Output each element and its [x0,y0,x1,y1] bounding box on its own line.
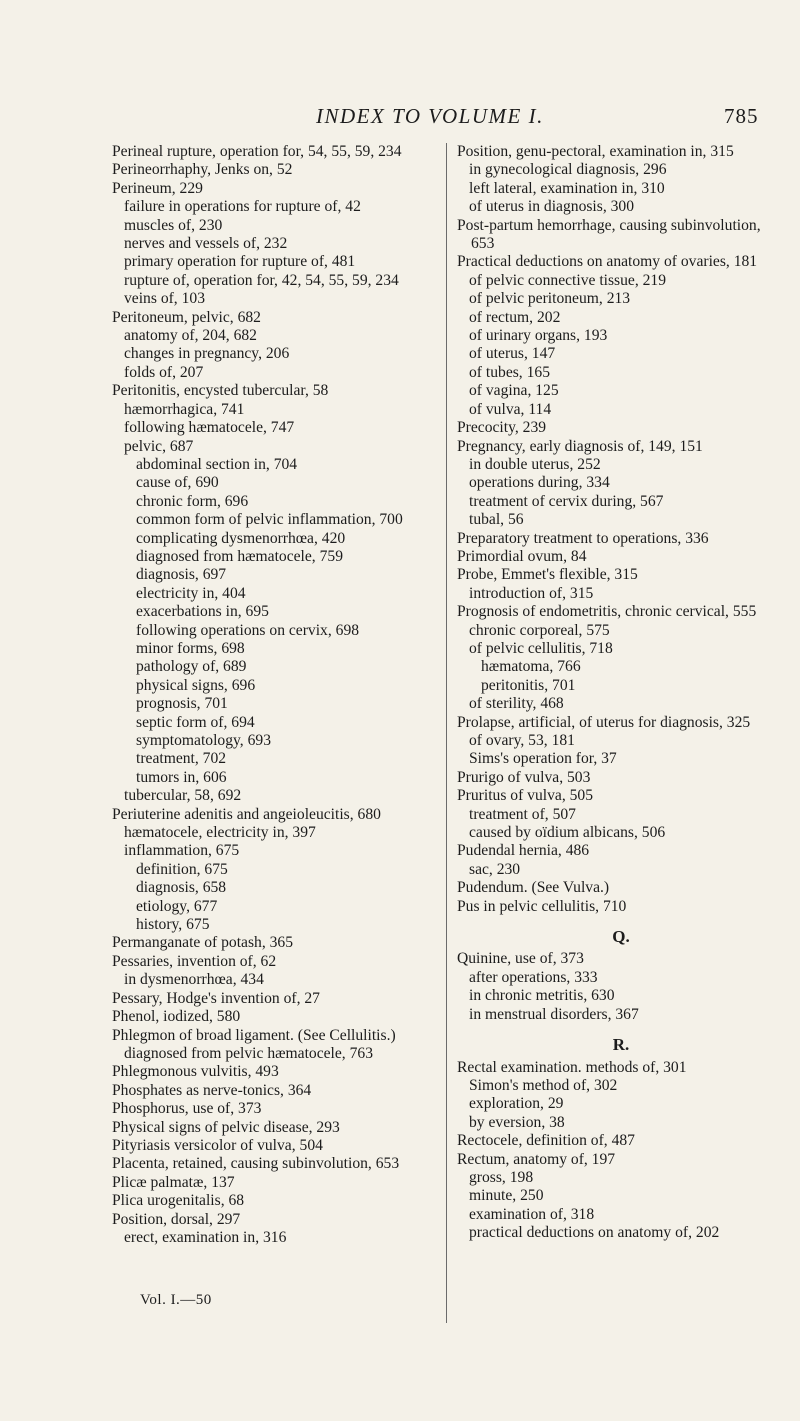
index-subentry: following operations on cervix, 698 [136,621,360,639]
index-entry: Prolapse, artificial, of uterus for diagnosis, 325 [457,713,751,731]
index-entry: Phosphorus, use of, 373 [112,1100,262,1118]
index-subentry: of uterus in diagnosis, 300 [469,198,635,216]
index-entry: Pityriasis versicolor of vulva, 504 [112,1136,323,1154]
running-head: INDEX TO VOLUME I. [316,104,544,128]
index-subentry: following hæmatocele, 747 [124,419,295,437]
index-subentry: treatment of cervix during, 567 [469,492,664,510]
index-subentry: caused by oïdium albicans, 506 [469,824,666,842]
index-subentry: Sims's operation for, 37 [469,750,617,768]
index-entry: Preparatory treatment to operations, 336 [457,529,709,547]
index-subentry: diagnosed from pelvic hæmatocele, 763 [124,1044,373,1062]
index-subentry: examination of, 318 [469,1205,595,1223]
index-subentry: of sterility, 468 [469,695,564,713]
index-entry: Rectocele, definition of, 487 [457,1132,635,1150]
index-subentry: hæmatoma, 766 [481,658,581,676]
index-subentry: pelvic, 687 [124,437,194,455]
index-entry: Rectal examination. methods of, 301 [457,1058,687,1076]
index-subentry: diagnosis, 658 [136,879,227,897]
index-column-right [446,143,785,1323]
index-subentry: rupture of, operation for, 42, 54, 55, 59, 234 [124,271,399,289]
index-subentry: chronic corporeal, 575 [469,621,610,639]
index-entry: Pessary, Hodge's invention of, 27 [112,989,320,1007]
index-subentry: peritonitis, 701 [481,676,576,694]
index-entry: Perineum, 229 [112,179,203,197]
index-subentry: electricity in, 404 [136,584,246,602]
index-subentry: of vulva, 114 [469,400,552,418]
index-entry: Pregnancy, early diagnosis of, 149, 151 [457,437,703,455]
index-entry: Practical deductions on anatomy of ovaries, 181 [457,253,758,271]
index-entry: Plica urogenitalis, 68 [112,1192,245,1210]
index-subentry: in menstrual disorders, 367 [469,1005,639,1023]
index-subentry: pathology of, 689 [136,658,247,676]
index-subentry: tumors in, 606 [136,768,227,786]
index-entry: Phenol, iodized, 580 [112,1008,241,1026]
index-subentry: after operations, 333 [469,968,598,986]
index-entry: Phlegmonous vulvitis, 493 [112,1063,279,1081]
index-subentry: failure in operations for rupture of, 42 [124,198,361,216]
index-subentry: anatomy of, 204, 682 [124,327,257,345]
index-subentry: chronic form, 696 [136,492,249,510]
index-subentry: left lateral, examination in, 310 [469,179,665,197]
index-subentry: changes in pregnancy, 206 [124,345,290,363]
index-entry: Peritoneum, pelvic, 682 [112,308,261,326]
index-entry: Position, dorsal, 297 [112,1210,241,1228]
index-subentry: abdominal section in, 704 [136,455,298,473]
index-entry: Phosphates as nerve-tonics, 364 [112,1081,312,1099]
index-subentry: of uterus, 147 [469,345,556,363]
section-letter: R. [612,1035,630,1055]
page-number: 785 [724,104,759,128]
index-subentry: Simon's method of, 302 [469,1076,618,1094]
index-entry: Pudendal hernia, 486 [457,842,590,860]
index-entry: Position, genu-pectoral, examination in, 315 [457,143,734,160]
index-subentry: symptomatology, 693 [136,732,271,749]
index-subentry: hæmatocele, electricity in, 397 [124,824,316,842]
index-entry: Pus in pelvic cellulitis, 710 [457,897,627,915]
index-subentry: septic form of, 694 [136,713,255,731]
index-subentry: gross, 198 [469,1168,534,1186]
index-subentry: minute, 250 [469,1187,544,1205]
index-subentry: treatment, 702 [136,750,227,768]
index-subentry: sac, 230 [469,860,521,878]
index-entry: Phlegmon of broad ligament. (See Cellulitis.) [112,1026,396,1044]
index-subentry: tubercular, 58, 692 [124,787,242,805]
index-entry: Quinine, use of, 373 [457,950,584,968]
index-subentry: history, 675 [136,916,210,934]
index-subentry: in gynecological diagnosis, 296 [469,161,667,179]
page-header [0,104,800,134]
index-entry: Permanganate of potash, 365 [112,934,294,952]
index-subentry: cause of, 690 [136,474,219,492]
index-entry: Periuterine adenitis and angeioleucitis, 680 [112,805,381,823]
index-entry: Prurigo of vulva, 503 [457,768,591,786]
index-subentry: practical deductions on anatomy of, 202 [469,1224,720,1242]
index-entry: Pudendum. (See Vulva.) [457,879,610,897]
index-subentry: diagnosed from hæmatocele, 759 [136,547,343,565]
index-subentry: exacerbations in, 695 [136,603,269,621]
section-letter: Q. [612,927,630,947]
index-subentry: physical signs, 696 [136,676,256,694]
index-subentry: prognosis, 701 [136,695,228,713]
index-subentry: by eversion, 38 [469,1113,565,1131]
index-entry: Placenta, retained, causing subinvolution, 653 [112,1155,400,1173]
index-subentry: etiology, 677 [136,897,218,915]
index-entry: Peritonitis, encysted tubercular, 58 [112,382,329,400]
index-subentry: veins of, 103 [124,290,205,308]
index-entry: Pessaries, invention of, 62 [112,952,277,970]
index-subentry: of pelvic cellulitis, 718 [469,639,613,657]
index-subentry: of pelvic connective tissue, 219 [469,271,667,289]
index-entry: Rectum, anatomy of, 197 [457,1150,616,1168]
index-subentry: erect, examination in, 316 [124,1228,287,1246]
index-subentry: nerves and vessels of, 232 [124,235,288,253]
index-entry: Prognosis of endometritis, chronic cervical, 555 [457,603,757,621]
index-subentry: of tubes, 165 [469,363,550,381]
index-subentry: of ovary, 53, 181 [469,732,575,749]
index-entry: Precocity, 239 [457,419,547,437]
index-subentry: minor forms, 698 [136,639,245,657]
index-subentry: treatment of, 507 [469,805,576,823]
index-subentry: exploration, 29 [469,1095,564,1113]
index-entry: Post-partum hemorrhage, causing subinvolution, 653 [457,216,761,253]
index-subentry: inflammation, 675 [124,842,240,860]
index-entry: Probe, Emmet's flexible, 315 [457,566,638,584]
index-entry: Pruritus of vulva, 505 [457,787,594,805]
index-entry: Primordial ovum, 84 [457,547,587,565]
index-subentry: of rectum, 202 [469,308,561,326]
index-subentry: muscles of, 230 [124,216,223,234]
index-subentry: common form of pelvic inflammation, 700 [136,511,403,529]
index-subentry: of urinary organs, 193 [469,327,608,345]
index-subentry: introduction of, 315 [469,584,594,602]
index-entry: Physical signs of pelvic disease, 293 [112,1118,340,1136]
index-entry: Perineal rupture, operation for, 54, 55, 59, 234 [112,143,402,160]
index-subentry: diagnosis, 697 [136,566,227,584]
index-subentry: complicating dysmenorrhœa, 420 [136,529,346,547]
index-subentry: folds of, 207 [124,363,204,381]
index-subentry: primary operation for rupture of, 481 [124,253,356,271]
index-subentry: in chronic metritis, 630 [469,987,615,1005]
index-subentry: in dysmenorrhœa, 434 [124,971,264,989]
index-entry: Plicæ palmatæ, 137 [112,1173,235,1191]
index-column-left [112,143,438,1247]
index-subentry: in double uterus, 252 [469,455,601,473]
index-entry: Perineorrhaphy, Jenks on, 52 [112,161,293,179]
index-subentry: operations during, 334 [469,474,610,492]
index-subentry: of pelvic peritoneum, 213 [469,290,631,308]
index-subentry: definition, 675 [136,860,228,878]
signature-mark: Vol. I.—50 [140,1292,212,1308]
index-subentry: hæmorrhagica, 741 [124,400,245,418]
index-subentry: of vagina, 125 [469,382,559,400]
index-subentry: tubal, 56 [469,511,524,529]
